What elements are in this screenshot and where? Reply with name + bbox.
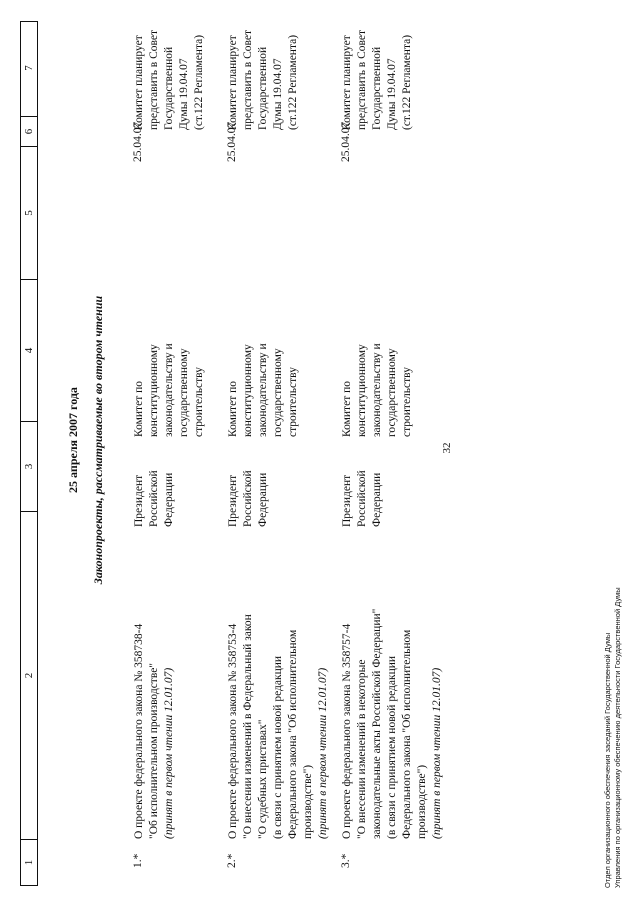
bill-title-line: О проекте федерального закона № 358757-4: [341, 623, 353, 839]
bill-title-line: "О внесении изменений в Федеральный закон: [242, 614, 254, 839]
bill-description: [340, 579, 445, 839]
column-header-7: 7: [21, 20, 37, 117]
status-note: Комитет планирует представить в Совет Государственной Думы 19.04.07 (ст.122 Регламента): [227, 29, 299, 130]
bill-author: Президент Российской Федерации: [227, 470, 269, 527]
bill-description: [132, 579, 177, 839]
bill-title-line: (в связи с принятием новой редакции: [272, 655, 284, 839]
bill-title-line: производстве"): [416, 764, 428, 839]
bill-title-line: "О внесении изменений в некоторые: [356, 659, 368, 839]
responsible-committee: Комитет по конституционному законодательству и государственному строительству: [133, 343, 205, 437]
column-header-3: 3: [21, 422, 37, 512]
status-note: Комитет планирует представить в Совет Государственной Думы 19.04.07 (ст.122 Регламента): [341, 29, 413, 130]
footer-line: Управления по организационному обеспечению деятельности Государственной Думы: [613, 587, 622, 888]
bill-title-line: производстве"): [302, 764, 314, 839]
review-date: 25.04.07: [226, 121, 238, 162]
column-header-row: [20, 21, 38, 886]
row-number: 3.*: [340, 853, 352, 868]
review-date: 25.04.07: [132, 121, 144, 162]
column-header-1: 1: [23, 859, 35, 866]
bill-title-line: О проекте федерального закона № 358738-4: [133, 623, 145, 839]
bill-title-line: О проекте федерального закона № 358753-4: [227, 623, 239, 839]
date-heading: 25 апреля 2007 года: [66, 387, 80, 493]
row-number: 1.*: [132, 853, 144, 868]
bill-title-line: "О судебных приставах": [257, 719, 269, 839]
row-number: 2.*: [226, 853, 238, 868]
bill-title-line: Федерального закона "Об исполнительном: [401, 629, 413, 839]
table-row: [338, 0, 450, 900]
review-date: 25.04.07: [340, 121, 352, 162]
first-reading-note: (принят в первом чтении 12.01.07): [163, 667, 175, 839]
first-reading-note: (принят в первом чтении 12.01.07): [317, 667, 329, 839]
page-number: 32: [441, 442, 453, 454]
responsible-committee: Комитет по конституционному законодательству и государственному строительству: [227, 343, 299, 437]
bill-title-line: "Об исполнительном производстве": [148, 663, 160, 839]
table-row: [224, 0, 336, 900]
bill-title-line: (в связи с принятием новой редакции: [386, 655, 398, 839]
bill-author: Президент Российской Федерации: [133, 470, 175, 527]
bill-author: Президент Российской Федерации: [341, 470, 383, 527]
first-reading-note: (принят в первом чтении 12.01.07): [431, 667, 443, 839]
column-header-5: 5: [21, 147, 37, 280]
page-footer: [603, 587, 623, 888]
bill-title-line: Федерального закона "Об исполнительном: [287, 629, 299, 839]
column-header-2: 2: [21, 512, 37, 840]
bill-title-line: законодательные акты Российской Федерации": [371, 608, 383, 839]
column-header-6: 6: [21, 117, 37, 147]
column-header-4: 4: [21, 280, 37, 422]
bill-description: [226, 579, 331, 839]
section-heading: Законопроекты, рассматриваемые во втором чтении: [91, 295, 105, 585]
responsible-committee: Комитет по конституционному законодательству и государственному строительству: [341, 343, 413, 437]
footer-line: Отдел организационного обеспечения заседаний Государственной Думы: [603, 632, 612, 888]
status-note: Комитет планирует представить в Совет Государственной Думы 19.04.07 (ст.122 Регламента): [133, 29, 205, 130]
